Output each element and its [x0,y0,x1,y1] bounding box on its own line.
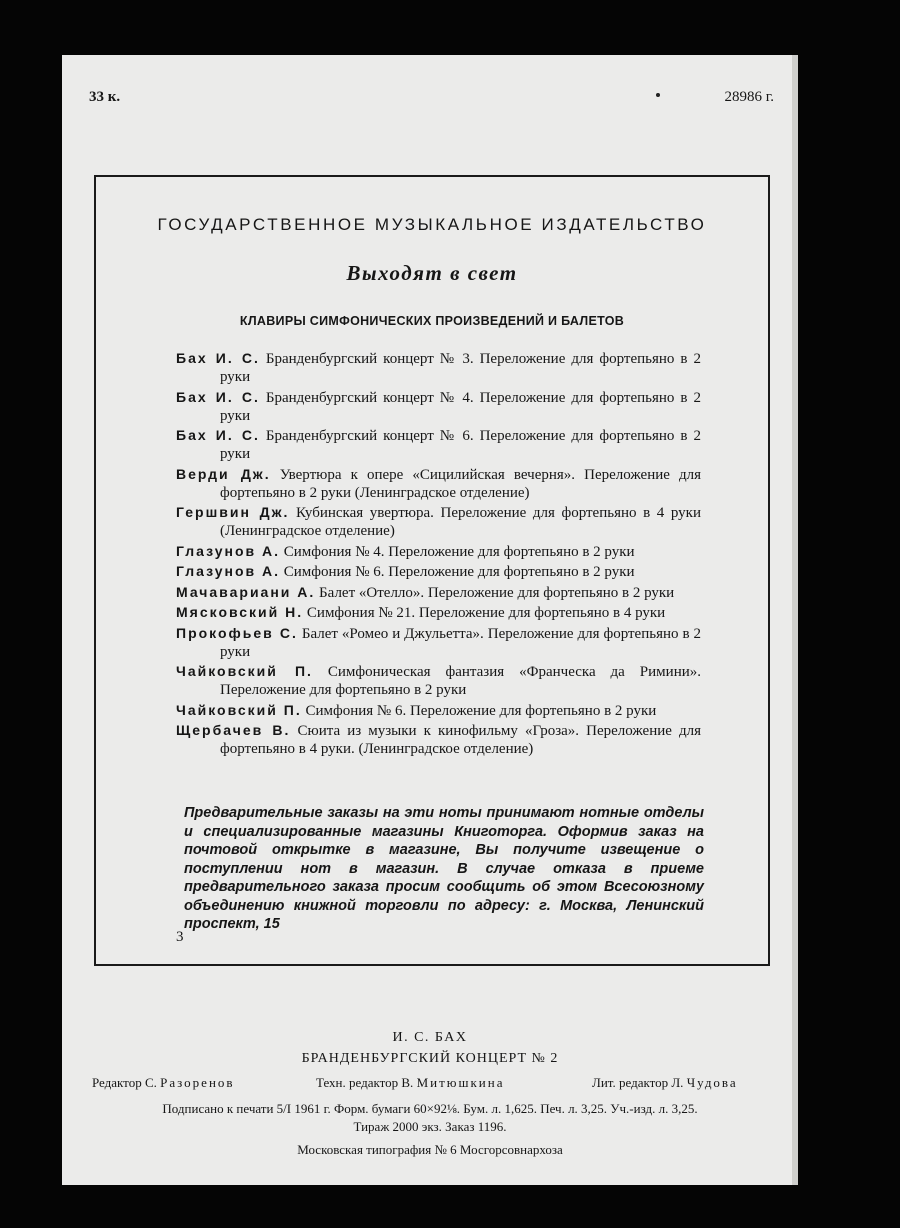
entry-text: Бранденбургский концерт № 6. Переложение для фортепьяно в 2 руки [220,428,701,462]
entry-text: Сюита из музыки к кинофильму «Гроза». Переложение для фортепьяно в 4 руки. (Ленинградское отделение) [220,723,702,757]
price-label: 33 к. [89,89,121,105]
entry-text: Симфония № 6. Переложение для фортепьяно в 2 руки [283,564,635,580]
entry-author: Бах И. С. [176,350,260,366]
entry-author: Глазунов А. [176,542,280,559]
ink-speck [656,93,660,97]
entry-text: Балет «Ромео и Джульетта». Переложение для фортепьяно в 2 руки [220,625,702,660]
catalog-entry [176,583,701,602]
order-code: 28986 г. [724,89,774,105]
catalog-entry [176,562,701,581]
credit-tech-editor [316,1075,504,1091]
entry-text: Увертюра к опере «Сицилийская вечерня». Переложение для фортепьяно в 2 руки (Ленинградское отделение) [220,466,701,501]
print-run: Тираж 2000 экз. Заказ 1196. [353,1119,507,1134]
editor-credits [92,1075,782,1093]
catalog-entry [176,701,701,720]
catalog-entry [176,465,701,502]
page-number: 3 [176,929,184,945]
imprint-work-title: БРАНДЕНБУРГСКИЙ КОНЦЕРТ № 2 [301,1051,559,1066]
entry-author: Гершвин Дж. [176,504,290,520]
catalog-entry [176,388,701,425]
credit-lit-editor [592,1075,738,1091]
entry-text: Бранденбургский концерт № 3. Переложение для фортепьяно в 2 руки [220,351,701,385]
publisher-name: ГОСУДАРСТВЕННОЕ МУЗЫКАЛЬНОЕ ИЗДАТЕЛЬСТВО [157,215,707,234]
catalog-entry [176,603,701,622]
entry-text: Симфония № 6. Переложение для фортепьяно в 2 руки [305,702,657,719]
entry-text: Симфоническая фантазия «Франческа да Римини». Переложение для фортепьяно в 2 руки [220,664,701,698]
entry-text: Кубинская увертюра. Переложение для фортепьяно в 4 руки (Ленинградское отделение) [220,505,701,539]
entry-author: Глазунов А. [176,563,280,579]
imprint-composer: И. С. БАХ [392,1030,468,1045]
catalog-entry [176,542,701,561]
printed-page [62,55,798,1185]
entry-text: Бранденбургский концерт № 4. Переложение для фортепьяно в 2 руки [220,389,701,424]
entry-author: Мачавариани А. [176,583,316,600]
catalog-entry [176,721,701,758]
entry-text: Симфония № 21. Переложение для фортепьяно в 4 руки [306,605,666,621]
print-details: Подписано к печати 5/I 1961 г. Форм. бумаги 60×92⅛. Бум. л. 1,625. Печ. л. 3,25. Уч.-изд. л. 3,25. [162,1101,698,1116]
entry-author: Щербачев В. [176,722,291,738]
advert-subtitle: Выходят в свет [346,261,518,285]
catalog-entry [176,624,701,661]
credit-editor [92,1075,235,1091]
entry-author: Бах И. С. [176,388,260,405]
entry-text: Балет «Отелло». Переложение для фортепьяно в 2 руки [319,584,675,601]
catalog-entry [176,426,701,463]
printer-name: Московская типография № 6 Мосгорсовнархоза [297,1142,563,1157]
entry-author: Чайковский П. [176,701,302,718]
entry-author: Бах И. С. [176,427,260,443]
credit-role: Лит. редактор Л. [592,1075,684,1090]
credit-role: Техн. редактор В. [316,1075,414,1090]
advert-frame [94,175,770,966]
catalog-entry [176,503,701,540]
entry-author: Верди Дж. [176,465,271,482]
entry-text: Симфония № 4. Переложение для фортепьяно в 2 руки [283,543,635,560]
entry-author: Чайковский П. [176,663,313,679]
credit-role: Редактор С. [92,1075,157,1090]
entry-author: Прокофьев С. [176,624,298,641]
credit-name: Митюшкина [416,1075,505,1090]
credit-name: Разоренов [160,1075,235,1090]
entry-author: Мясковский Н. [176,604,304,620]
credit-name: Чудова [686,1075,738,1090]
preorder-notice: Предварительные заказы на эти ноты принимают нотные отделы и специализированные магазины Книготорга. Оформив заказ на почтовой открытке в магазине, Вы получите извещение о поступлении нот в магазин. В случае отказа в приеме предварительного заказа просим сообщить об этом Всесоюзному объединению книжной торговли по адресу: г. Москва, Ленинский проспект, 15 [184,805,704,932]
page-edge-shadow [792,55,798,1185]
catalog-entry [176,662,701,699]
section-heading: КЛАВИРЫ СИМФОНИЧЕСКИХ ПРОИЗВЕДЕНИЙ И БАЛЕТОВ [239,314,625,328]
catalog-list [176,349,701,760]
catalog-entry [176,349,701,386]
